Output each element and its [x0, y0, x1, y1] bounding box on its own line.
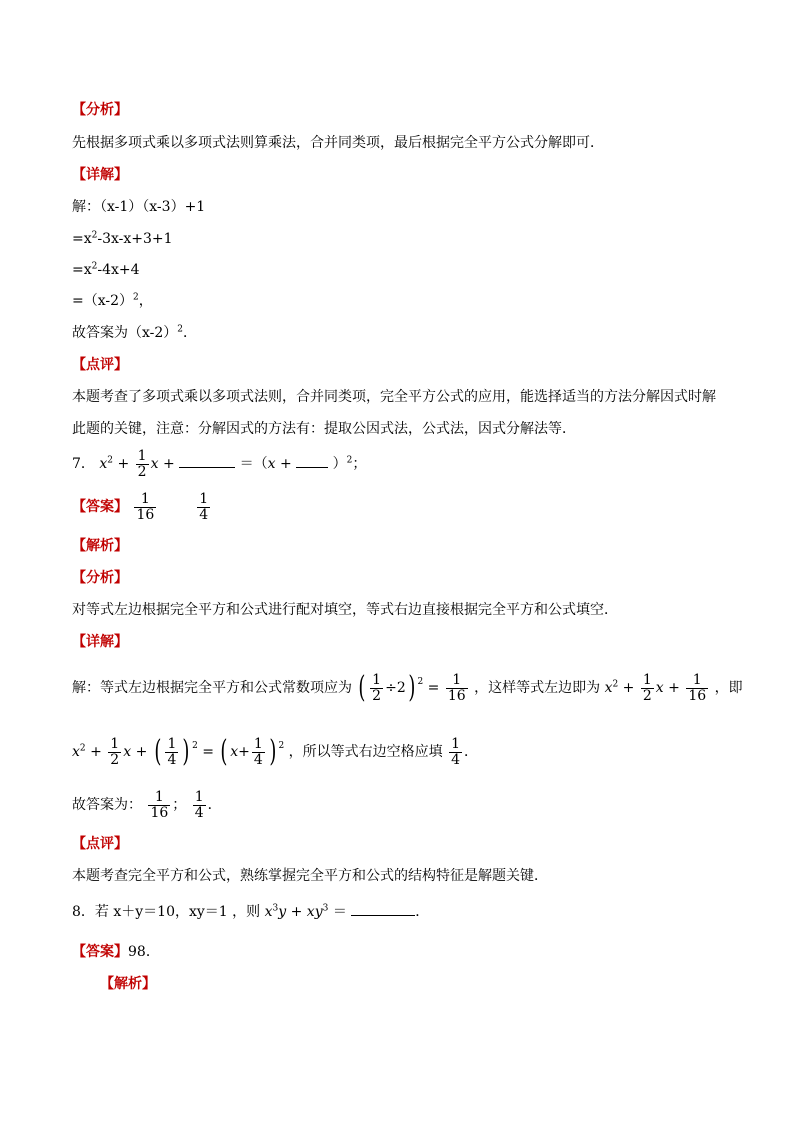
- heading-comment-7: 【点评】: [72, 836, 128, 852]
- analysis-text: 先根据多项式乘以多项式法则算乘法，合并同类项，最后根据完全平方公式分解即可．: [72, 135, 604, 151]
- comment-text-b: 此题的关键，注意：分解因式的方法有：提取公因式法，公式法，因式分解法等．: [72, 421, 576, 437]
- answer-7: 【答案】 $\frac{1}{16}$ $\frac{1}{4}$: [72, 490, 209, 523]
- solution-line-4: $=(x-2)^2$，: [72, 292, 153, 309]
- answer-line-6: 故答案为$(x-2)^2$．: [72, 324, 198, 341]
- heading-analysis: 【分析】: [72, 102, 128, 118]
- solution-line-1: 解：（x-1）（x-3）+1: [72, 199, 206, 215]
- comment-7-text: 本题考查完全平方和公式，熟练掌握完全平方和公式的结构特征是解题关键．: [72, 868, 548, 884]
- solution-7-line-1: 解：等式左边根据完全平方和公式常数项应为 ( $\frac{1}{2}$ ÷2) $^2$ = $\frac{1}{16}$ ，这样等式左边即为 $x^2$ + $\frac{1}{2}$ x + $\frac{1}{16}$ ，即: [72, 670, 743, 705]
- solution-line-2: $=x^2-3x-x+3+1$: [72, 230, 173, 247]
- heading-comment: 【点评】: [72, 357, 128, 373]
- answer-8: 【答案】98．: [72, 944, 160, 960]
- answer-line-7: 故答案为： $\frac{1}{16}$ ； $\frac{1}{4}$ ．: [72, 788, 222, 821]
- solution-line-3: $=x^2-4x+4$: [72, 261, 140, 278]
- answer-blank-1[interactable]: [179, 455, 235, 468]
- heading-solution-7: 【详解】: [72, 634, 128, 650]
- question-8: 8．若 x＋y＝10，xy＝1 ，则 $x^3y + xy^3$ ＝ ．: [72, 903, 430, 920]
- solution-7-line-2: $x^2$ + $\frac{1}{2}$ x + ( $\frac{1}{4}$ ) $^2$ = ( x+ $\frac{1}{4}$ ) $^2$ ，所以等式右边空格应填 $\frac{1}{4}$ ．: [72, 734, 479, 769]
- heading-explanation-7: 【解析】: [72, 538, 128, 554]
- answer-blank-2[interactable]: [296, 455, 328, 468]
- heading-solution: 【详解】: [72, 167, 128, 183]
- heading-analysis-7: 【分析】: [72, 570, 128, 586]
- heading-explanation-8: 【解析】: [100, 976, 156, 992]
- comment-text-a: 本题考查了多项式乘以多项式法则，合并同类项，完全平方公式的应用，能选择适当的方法分解因式时解: [72, 389, 716, 405]
- analysis-7-text: 对等式左边根据完全平方和公式进行配对填空，等式右边直接根据完全平方和公式填空．: [72, 602, 618, 618]
- answer-blank-8[interactable]: [351, 903, 415, 916]
- question-7: 7． $x^2$ + $\frac{1}{2}$ $x + =(x + )^2$；: [72, 447, 367, 480]
